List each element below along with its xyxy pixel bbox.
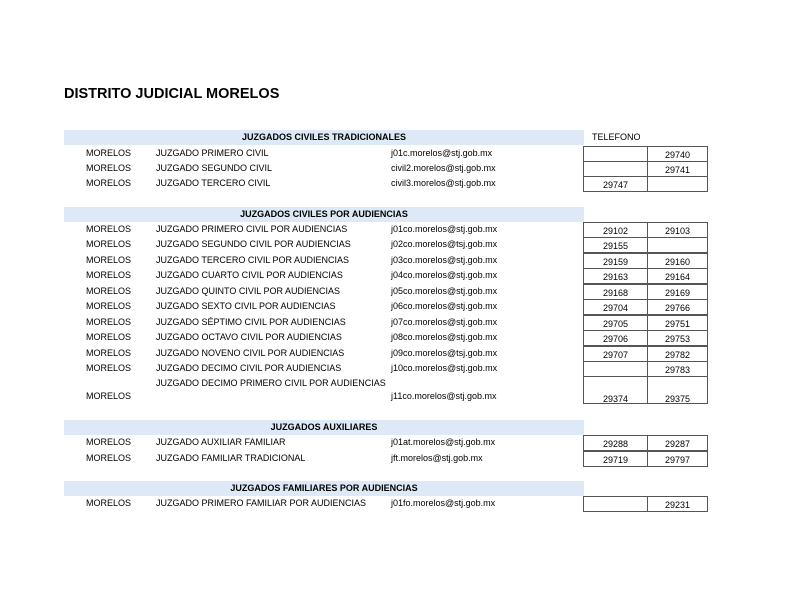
table-row [0, 237, 792, 253]
court-name-cell: JUZGADO PRIMERO CIVIL [156, 148, 269, 158]
phone-extension-1: 29719 [583, 451, 648, 467]
phone-extension-2: 29782 [647, 346, 708, 362]
phone-extension-1: 29168 [583, 284, 648, 300]
district-cell: MORELOS [86, 391, 132, 401]
district-cell: MORELOS [86, 224, 132, 234]
district-cell: MORELOS [86, 270, 132, 280]
district-cell: MORELOS [86, 332, 132, 342]
phone-extension-2: 29751 [647, 315, 708, 331]
phone-extension-1: 29102 [583, 222, 648, 238]
court-name-cell: JUZGADO AUXILIAR FAMILIAR [156, 437, 286, 447]
district-cell: MORELOS [86, 163, 132, 173]
phone-extension-2: 29160 [647, 253, 708, 269]
section-header: JUZGADOS CIVILES POR AUDIENCIAS [64, 207, 584, 222]
court-name-cell: JUZGADO SEXTO CIVIL POR AUDIENCIAS [156, 301, 336, 311]
table-row [0, 176, 792, 192]
court-name-cell: JUZGADO SEGUNDO CIVIL POR AUDIENCIAS [156, 239, 351, 249]
phone-extension-2: 29375 [647, 376, 708, 404]
table-row [0, 268, 792, 284]
phone-extension-1: 29747 [583, 176, 648, 192]
court-name-cell: JUZGADO CUARTO CIVIL POR AUDIENCIAS [156, 270, 343, 280]
court-name-cell: JUZGADO NOVENO CIVIL POR AUDIENCIAS [156, 348, 345, 358]
phone-extension-2: 29231 [647, 496, 708, 512]
phone-extension-1: 29374 [583, 376, 648, 404]
email-link[interactable]: j01co.morelos@stj.gob.mx [391, 224, 498, 234]
phone-extension-2: 29740 [647, 146, 708, 162]
phone-extension-2: 29287 [647, 435, 708, 451]
email-link[interactable]: j01at.morelos@stj.gob.mx [391, 437, 496, 447]
phone-extension-1: 29288 [583, 435, 648, 451]
phone-extension-2: 29164 [647, 268, 708, 284]
district-cell: MORELOS [86, 301, 132, 311]
court-name-cell: JUZGADO SÉPTIMO CIVIL POR AUDIENCIAS [156, 317, 346, 327]
phone-extension-2 [647, 237, 708, 253]
email-link[interactable]: j05co.morelos@stj.gob.mx [391, 286, 498, 296]
court-name-cell: JUZGADO DECIMO PRIMERO CIVIL POR AUDIENCIAS [156, 378, 386, 388]
table-row [0, 376, 792, 404]
phone-extension-2: 29103 [647, 222, 708, 238]
email-link[interactable]: jft.morelos@stj.gob.mx [391, 453, 483, 463]
table-row [0, 222, 792, 238]
court-name-cell: JUZGADO FAMILIAR TRADICIONAL [156, 453, 306, 463]
email-link[interactable]: j06co.morelos@stj.gob.mx [391, 301, 498, 311]
phone-extension-2 [647, 176, 708, 192]
phone-extension-1: 29155 [583, 237, 648, 253]
table-row [0, 346, 792, 362]
court-name-cell: JUZGADO OCTAVO CIVIL POR AUDIENCIAS [156, 332, 342, 342]
section-header: JUZGADOS AUXILIARES [64, 420, 584, 435]
district-cell: MORELOS [86, 178, 132, 188]
table-row [0, 435, 792, 451]
district-cell: MORELOS [86, 286, 132, 296]
email-link[interactable]: j03co.morelos@stj.gob.mx [391, 255, 498, 265]
email-link[interactable]: j11co.morelos@stj.gob.mx [391, 391, 497, 401]
court-name-cell: JUZGADO DECIMO CIVIL POR AUDIENCIAS [156, 363, 342, 373]
email-link[interactable]: j09co.morelos@tsj.gob.mx [391, 348, 498, 358]
table-row [0, 161, 792, 177]
district-cell: MORELOS [86, 498, 132, 508]
table-row [0, 284, 792, 300]
phone-extension-1: 29704 [583, 299, 648, 315]
phone-extension-1: 29163 [583, 268, 648, 284]
district-cell: MORELOS [86, 453, 132, 463]
telefono-label: TELEFONO [592, 132, 641, 142]
district-cell: MORELOS [86, 255, 132, 265]
table-row [0, 496, 792, 512]
email-link[interactable]: j07co.morelos@stj.gob.mx [391, 317, 498, 327]
email-link[interactable]: civil3.morelos@stj.gob.mx [391, 178, 496, 188]
phone-extension-2: 29797 [647, 451, 708, 467]
email-link[interactable]: j02co.morelos@tsj.gob.mx [391, 239, 498, 249]
district-cell: MORELOS [86, 148, 132, 158]
page-title: DISTRITO JUDICIAL MORELOS [64, 86, 280, 102]
court-name-cell: JUZGADO SEGUNDO CIVIL [156, 163, 273, 173]
table-row [0, 146, 792, 162]
email-link[interactable]: civil2.morelos@stj.gob.mx [391, 163, 496, 173]
district-cell: MORELOS [86, 239, 132, 249]
table-row [0, 315, 792, 331]
email-link[interactable]: j01c.morelos@stj.gob.mx [391, 148, 493, 158]
phone-extension-2: 29766 [647, 299, 708, 315]
phone-extension-1 [583, 361, 648, 377]
phone-extension-1 [583, 146, 648, 162]
phone-extension-1: 29705 [583, 315, 648, 331]
table-row [0, 451, 792, 467]
phone-extension-2: 29741 [647, 161, 708, 177]
phone-extension-1 [583, 161, 648, 177]
email-link[interactable]: j04co.morelos@stj.gob.mx [391, 270, 498, 280]
section-header: JUZGADOS FAMILIARES POR AUDIENCIAS [64, 481, 584, 496]
phone-extension-1: 29707 [583, 346, 648, 362]
district-cell: MORELOS [86, 348, 132, 358]
court-name-cell: JUZGADO TERCERO CIVIL POR AUDIENCIAS [156, 255, 350, 265]
phone-extension-2: 29753 [647, 330, 708, 346]
court-name-cell: JUZGADO TERCERO CIVIL [156, 178, 271, 188]
phone-extension-2: 29169 [647, 284, 708, 300]
email-link[interactable]: j08co.morelos@stj.gob.mx [391, 332, 498, 342]
court-name-cell: JUZGADO PRIMERO CIVIL POR AUDIENCIAS [156, 224, 348, 234]
phone-extension-1: 29159 [583, 253, 648, 269]
email-link[interactable]: j10co.morelos@stj.gob.mx [391, 363, 498, 373]
district-cell: MORELOS [86, 437, 132, 447]
district-cell: MORELOS [86, 317, 132, 327]
table-row [0, 361, 792, 377]
table-row [0, 299, 792, 315]
phone-extension-1 [583, 496, 648, 512]
table-row [0, 330, 792, 346]
district-cell: MORELOS [86, 363, 132, 373]
phone-extension-2: 29783 [647, 361, 708, 377]
table-row [0, 253, 792, 269]
court-name-cell: JUZGADO PRIMERO FAMILIAR POR AUDIENCIAS [156, 498, 367, 508]
phone-extension-1: 29706 [583, 330, 648, 346]
court-name-cell: JUZGADO QUINTO CIVIL POR AUDIENCIAS [156, 286, 341, 296]
section-header: JUZGADOS CIVILES TRADICIONALES [64, 130, 584, 145]
email-link[interactable]: j01fo.morelos@stj.gob.mx [391, 498, 496, 508]
